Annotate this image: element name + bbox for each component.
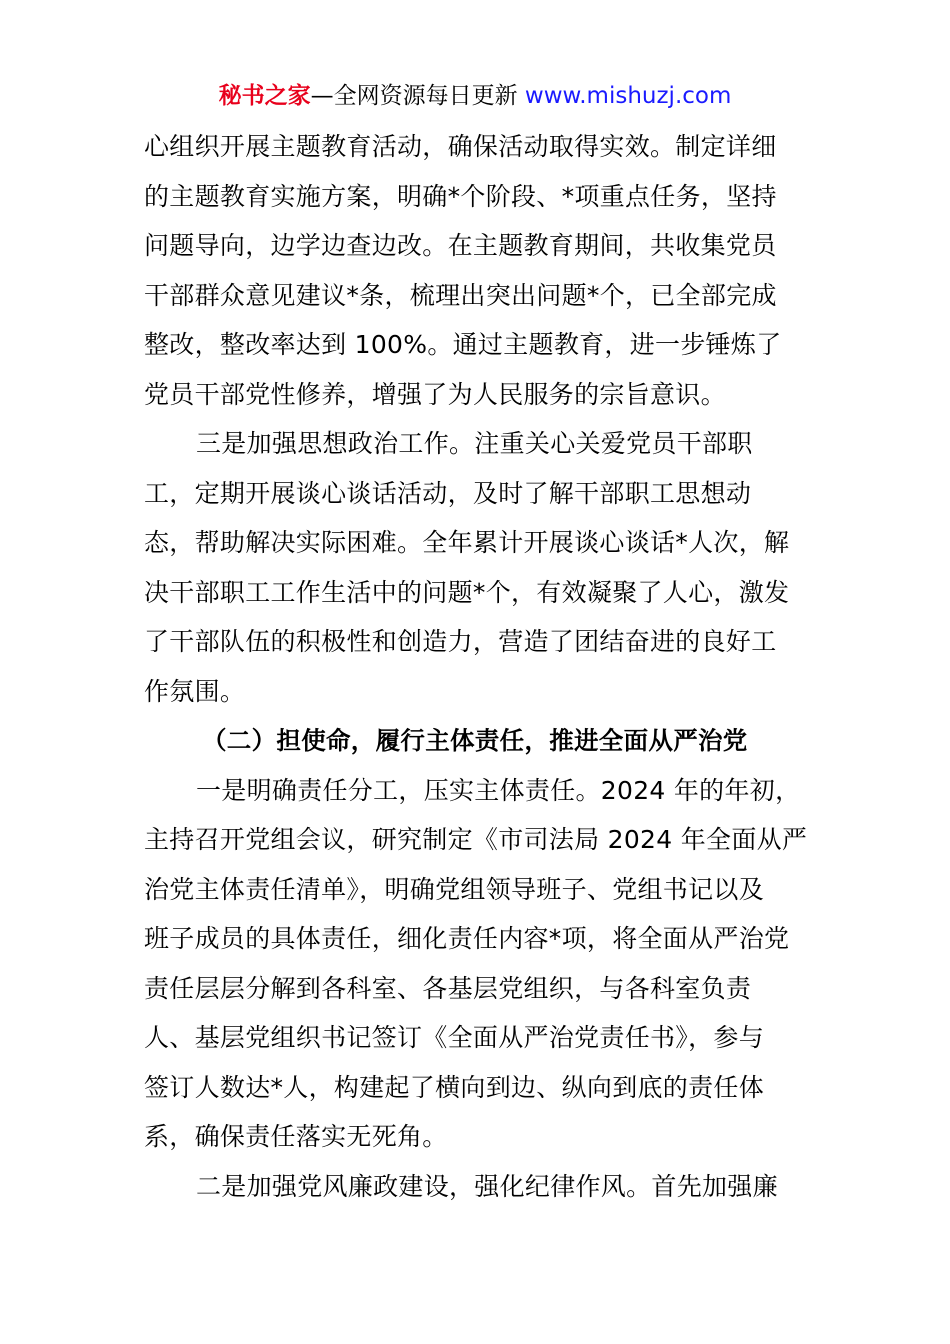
brand-tagline: —全网资源每日更新 — [310, 83, 525, 109]
brand-name: 秘书之家 — [218, 83, 311, 109]
section-heading: （二）担使命，履行主体责任，推进全面从严治党 — [202, 726, 748, 755]
site-url[interactable]: www.mishuzj.com — [524, 83, 732, 109]
body-line: 治党主体责任清单》，明确党组领导班子、党组书记以及 — [144, 874, 765, 904]
body-line: 班子成员的具体责任，细化责任内容*项，将全面从严治党 — [144, 924, 790, 953]
body-line: 干部群众意见建议*条，梳理出突出问题*个，已全部完成 — [144, 280, 777, 310]
body-line: 的主题教育实施方案，明确*个阶段、*项重点任务，坚持 — [144, 181, 777, 211]
paragraph-start-line: 一是明确责任分工，压实主体责任。2024 年的年初， — [196, 775, 801, 805]
body-line: 党员干部党性修养，增强了为人民服务的宗旨意识。 — [144, 379, 726, 409]
body-line: 态，帮助解决实际困难。全年累计开展谈心谈话*人次，解 — [144, 528, 790, 557]
body-line: 问题导向，边学边查边改。在主题教育期间，共收集党员 — [144, 231, 777, 260]
body-line: 工，定期开展谈心谈话活动，及时了解干部职工思想动 — [144, 478, 752, 508]
body-line: 决干部职工工作生活中的问题*个，有效凝聚了人心，激发 — [144, 577, 790, 607]
body-line: 签订人数达*人，构建起了横向到边、纵向到底的责任体 — [144, 1072, 765, 1102]
body-line: 人、基层党组织书记签订《全面从严治党责任书》，参与 — [144, 1023, 765, 1052]
body-line: 了干部队伍的积极性和创造力，营造了团结奋进的良好工 — [144, 627, 777, 656]
body-line: 系，确保责任落实无死角。 — [144, 1122, 448, 1151]
paragraph-start-line: 三是加强思想政治工作。注重关心关爱党员干部职 — [196, 429, 753, 458]
body-line: 主持召开党组会议，研究制定《市司法局 2024 年全面从严 — [144, 825, 808, 854]
document-body — [144, 122, 812, 1211]
body-line: 心组织开展主题教育活动，确保活动取得实效。制定详细 — [144, 132, 777, 161]
paragraph-start-line: 二是加强党风廉政建设，强化纪律作风。首先加强廉 — [196, 1171, 778, 1201]
body-line: 整改，整改率达到 100%。通过主题教育，进一步锤炼了 — [144, 330, 782, 359]
body-line: 责任层层分解到各科室、各基层党组织，与各科室负责 — [144, 973, 752, 1003]
watermark-header — [0, 80, 950, 112]
body-line: 作氛围。 — [144, 676, 246, 706]
